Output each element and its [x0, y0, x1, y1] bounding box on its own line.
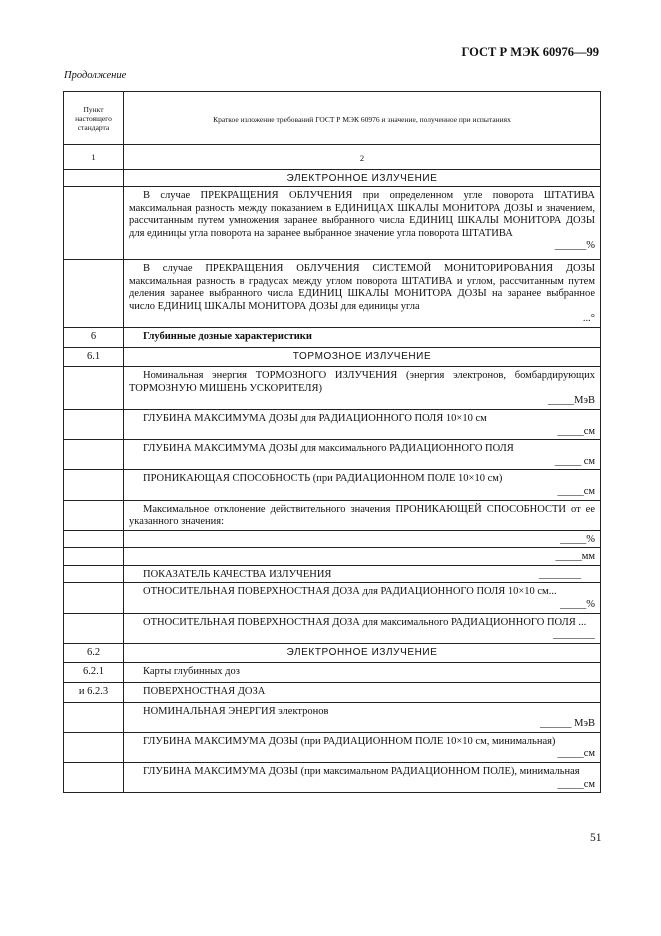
requirement-cell [124, 702, 601, 732]
table-row [64, 327, 601, 347]
value-blank: ______ МэВ [540, 718, 595, 730]
col1-header: Пункт настоящего стандарта [64, 92, 124, 145]
table-row [64, 500, 601, 530]
clause-number: 6.1 [64, 347, 124, 367]
table-row [64, 732, 601, 762]
table-row [64, 702, 601, 732]
page-number: 51 [590, 832, 602, 844]
value-blank: _____см [557, 425, 595, 437]
requirement-text: Номинальная энергия ТОРМОЗНОГО ИЗЛУЧЕНИЯ (энергия электронов, бомбардирующих ТОРМОЗНУЮ МИШЕНЬ УСКОРИТЕЛЯ) [129, 370, 595, 394]
requirement-cell [124, 683, 601, 703]
requirement-cell [124, 440, 601, 470]
requirement-cell [124, 470, 601, 500]
column-number-row [64, 145, 601, 170]
clause-cell [64, 470, 124, 500]
requirement-text: В случае ПРЕКРАЩЕНИЯ ОБЛУЧЕНИЯ при определенном угле поворота ШТАТИВА максимальная разность между показанием в ЕДИНИЦАХ ШКАЛЫ МОНИТОРА ДОЗЫ и значением, рассчитанным путем умножения заранее выбранного числа ЕДИНИЦ ШКАЛЫ МОНИТОРА ДОЗЫ для единицы угла поворота на заранее выбранное значение угла поворота ШТАТИВА [129, 190, 595, 239]
value-blank: _____МэВ [547, 395, 595, 407]
requirement-cell [124, 260, 601, 328]
clause-cell [64, 732, 124, 762]
clause-cell [64, 702, 124, 732]
section-heading: ТОРМОЗНОЕ ИЗЛУЧЕНИЕ [124, 347, 601, 367]
standard-title: ГОСТ Р МЭК 60976—99 [461, 45, 599, 59]
requirement-text: В случае ПРЕКРАЩЕНИЯ ОБЛУЧЕНИЯ СИСТЕМОЙ МОНИТОРИРОВАНИЯ ДОЗЫ максимальная разность в градусах между углом поворота ШТАТИВА и углом, рассчитанным путем деления заранее выбранного числа ЕДИНИЦ ШКАЛЫ МОНИТОРА ДОЗЫ на заранее выбранное число ЕДИНИЦ ШКАЛЫ МОНИТОРА ДОЗЫ для единицы угла [129, 263, 595, 312]
table-row [64, 170, 601, 187]
col2-header: Краткое изложение требований ГОСТ Р МЭК 60976 и значение, полученное при испытаниях [124, 92, 601, 145]
table-row [64, 683, 601, 703]
table-row [64, 440, 601, 470]
table-row [64, 583, 601, 613]
requirement-cell [124, 613, 601, 643]
clause-cell [64, 187, 124, 260]
requirement-text: ОТНОСИТЕЛЬНАЯ ПОВЕРХНОСТНАЯ ДОЗА для максимального РАДИАЦИОННОГО ПОЛЯ ... [143, 616, 587, 628]
clause-cell [64, 260, 124, 328]
value-blank: _____% [560, 599, 595, 611]
value-blank: ________ [553, 629, 595, 641]
clause-title: Глубинные дозные характеристики [124, 327, 601, 347]
table-row [64, 763, 601, 793]
requirement-cell [124, 500, 601, 530]
requirements-table [63, 91, 601, 793]
table-row [64, 643, 601, 663]
table-row [64, 663, 601, 683]
table-row [64, 548, 601, 566]
requirement-cell [124, 187, 601, 260]
clause-cell [64, 170, 124, 187]
table-row [64, 347, 601, 367]
table-row [64, 367, 601, 410]
requirement-text: ПОКАЗАТЕЛЬ КАЧЕСТВА ИЗЛУЧЕНИЯ [143, 568, 332, 580]
table-row [64, 530, 601, 548]
requirement-cell [124, 548, 601, 566]
clause-number: 6.2 [64, 643, 124, 663]
requirement-cell [124, 732, 601, 762]
requirement-text: Карты глубинных доз [143, 666, 240, 678]
clause-cell [64, 565, 124, 583]
value-blank: ______% [554, 240, 595, 252]
col1-number: 1 [64, 145, 124, 170]
value-blank: _____ см [554, 455, 595, 467]
requirement-cell [124, 409, 601, 439]
clause-cell [64, 763, 124, 793]
table-row [64, 187, 601, 260]
requirement-cell [124, 583, 601, 613]
requirement-text: Максимальное отклонение действительного значения ПРОНИКАЮЩЕЙ СПОСОБНОСТИ от ее указанного значения: [129, 503, 595, 528]
clause-cell [64, 367, 124, 410]
table-row [64, 470, 601, 500]
clause-number: 6 [64, 327, 124, 347]
value-blank: _____% [560, 533, 595, 545]
value-blank: _____мм [555, 551, 595, 563]
clause-number: 6.2.1 [64, 663, 124, 683]
clause-cell [64, 613, 124, 643]
section-heading: ЭЛЕКТРОННОЕ ИЗЛУЧЕНИЕ [124, 643, 601, 663]
clause-cell [64, 548, 124, 566]
col2-number: 2 [124, 145, 601, 170]
value-blank: _____см [557, 748, 595, 760]
clause-cell [64, 583, 124, 613]
table-row [64, 260, 601, 328]
requirement-text: ГЛУБИНА МАКСИМУМА ДОЗЫ (при РАДИАЦИОННОМ ПОЛЕ 10×10 см, минимальная) [143, 735, 556, 747]
requirement-text: ГЛУБИНА МАКСИМУМА ДОЗЫ (при максимальном РАДИАЦИОННОМ ПОЛЕ), минимальная [143, 766, 580, 777]
requirement-cell [124, 565, 601, 583]
table-row [64, 409, 601, 439]
clause-number: и 6.2.3 [64, 683, 124, 703]
requirement-cell [124, 663, 601, 683]
value-blank: ...° [582, 313, 595, 325]
clause-cell [64, 409, 124, 439]
requirement-text: ОТНОСИТЕЛЬНАЯ ПОВЕРХНОСТНАЯ ДОЗА для РАДИАЦИОННОГО ПОЛЯ 10×10 см... [143, 586, 557, 598]
requirement-cell [124, 763, 601, 793]
section-heading: ЭЛЕКТРОННОЕ ИЗЛУЧЕНИЕ [124, 170, 601, 187]
requirement-text: ГЛУБИНА МАКСИМУМА ДОЗЫ для РАДИАЦИОННОГО ПОЛЯ 10×10 см [143, 412, 487, 424]
requirement-text: ПОВЕРХНОСТНАЯ ДОЗА [143, 686, 266, 698]
table-row [64, 565, 601, 583]
table-header-row [64, 92, 601, 145]
requirement-text: НОМИНАЛЬНАЯ ЭНЕРГИЯ электронов [143, 705, 329, 717]
table-row [64, 613, 601, 643]
requirement-cell [124, 367, 601, 410]
clause-cell [64, 440, 124, 470]
continuation-label: Продолжение [64, 70, 127, 81]
value-blank: _____см [557, 485, 595, 497]
value-blank: ________ [539, 568, 581, 580]
requirement-text: ГЛУБИНА МАКСИМУМА ДОЗЫ для максимального РАДИАЦИОННОГО ПОЛЯ [143, 443, 514, 455]
requirement-line [129, 569, 595, 582]
requirement-cell [124, 530, 601, 548]
requirement-text: ПРОНИКАЮЩАЯ СПОСОБНОСТЬ (при РАДИАЦИОННОМ ПОЛЕ 10×10 см) [143, 473, 503, 485]
clause-cell [64, 530, 124, 548]
clause-cell [64, 500, 124, 530]
value-blank: _____см [557, 778, 595, 790]
